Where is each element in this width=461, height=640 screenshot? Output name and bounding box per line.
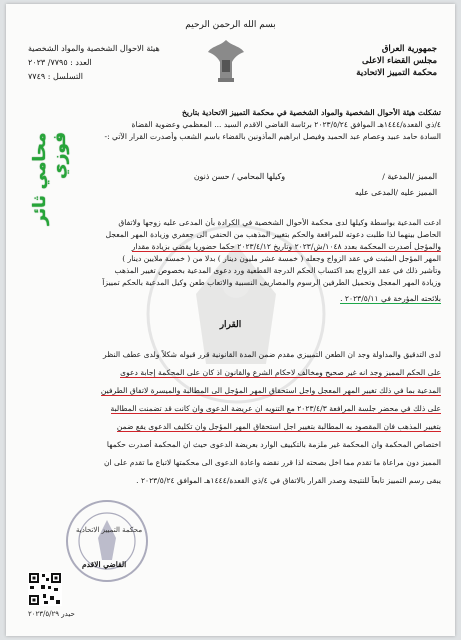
header-country: جمهورية العراق: [381, 44, 437, 54]
decision-line: يبقى رسم التمييز تابعاً للنتيجة وصدر القرار بالاتفاق في ٤/ذي القعدة/١٤٤٤هـ الموافق ٢٠٢٣/٥/٢٤ .: [136, 476, 441, 485]
header-number: العدد : ٧٧٩٥/ ٢٠٢٣: [28, 58, 92, 67]
stamp-label: محكمة التمييز الاتحادية: [76, 526, 143, 534]
opening-line-1: تشكلت هيئة الأحوال الشخصية والمواد الشخصية في محكمة التمييز الاتحادية بتاريخ: [181, 108, 441, 117]
iraq-eagle-emblem-icon: [206, 38, 246, 84]
case-line-text: بلائحته المؤرخة في ٢٠٢٣/٥/١١ .: [340, 294, 441, 303]
case-line: المهر المؤجل المثبت في عقد الزواج وجعله ( خمسة عشر مليون دينار ) بدلا من ( خمسة ملايين دينار ): [122, 254, 441, 263]
decision-line: [20, 368, 441, 378]
decision-line-text: المدعية بما في ذلك تغيير المهر المعجل واجل استحقاق المهر المؤجل الى المطالبة والميسرة لاتفاق الطرفين: [100, 386, 441, 395]
document-page: [6, 4, 455, 636]
case-line: [20, 242, 441, 252]
decision-line-text: على ذلك في محضر جلسة المرافعة ٢٠٢٣/٤/٣ مع التنويه ان عريضة الدعوى وان كانت قد تضمنت المطالبة: [110, 404, 441, 413]
case-line: وزيادة المهر المعجل وتحميل الطرفين الرسوم والمصاريف النسبية والاتعاب طعن وكيل المدعية بالحكم تمييزاً: [102, 278, 441, 287]
decision-line-text: بتغيير المذهب فان المقصود به المطالبة بتغيير اجل استحقاق المهر المؤجل وان تكليف الدعوى يقع ضمن: [116, 422, 441, 431]
header-department: هيئة الاحوال الشخصية والمواد الشخصية: [28, 44, 160, 53]
decision-line: [20, 422, 441, 432]
footer-initial: حيدر: [61, 610, 75, 618]
footer-stamp: [28, 610, 75, 618]
case-line: [20, 294, 441, 304]
qr-code-icon: [28, 572, 62, 606]
case-line-text: والمؤجل أصدرت المحكمة بعدد ١٠٤٨/ش/٢٠٢٣ وتاريخ ٢٠٢٣/٤/١٢ حكما حضوريا يقضي بزيادة مقدار: [131, 242, 441, 251]
case-line: وتأشير ذلك في عقد الزواج بعد اكتساب الحكم الدرجة القطعية ورد دعوى المدعية بخصوص تغيير المذهب: [114, 266, 441, 275]
header-court: محكمة التمييز الاتحادية: [356, 68, 437, 78]
decision-line-text: على الحكم المميز وجد انه غير صحيح ومخالف لاحكام الشرع والقانون اذ كان على المحكمة إجابة دعوى: [120, 368, 441, 377]
party-appellant: المميز /المدعية /: [382, 172, 437, 181]
case-line: الحاصل بينهما لذا طلبت دعوته للمرافعة والحكم بتغيير المذهب من الحنفي الى جعفري وزيادة المهر المعجل: [105, 230, 441, 239]
case-line: ادعت المدعية بواسطة وكيلها لدى محكمة الأحوال الشخصية في الكرادة بأن المدعى عليه زوجها ولاتفاق: [118, 218, 441, 227]
decision-line: اختصاص المحكمة وان المحكمة غير ملزمة بالتكييف الوارد بعريضة الدعوى حيث ان المحكمة أصدرت حكمها: [106, 440, 441, 449]
footer-date: ٢٠٢٣/٥/٢٩: [28, 610, 60, 618]
decision-heading: القرار: [219, 320, 242, 330]
opening-line-2: ٤/ذي القعدة/١٤٤٤هـ الموافق ٢٠٢٣/٥/٢٤ برئاسة القاضي الاقدم السيد ... المعظمي وعضوية القضاة: [131, 120, 441, 129]
court-stamp-icon: [64, 498, 150, 584]
decision-line: لدى التدقيق والمداولة وجد ان الطعن التمييزي مقدم ضمن المدة القانونية قرر قبوله شكلاً ولدى عطف النظر: [103, 350, 441, 359]
handwritten-signature: محامي ثائر فوزي: [30, 132, 70, 225]
basmala: بسم الله الرحمن الرحيم: [185, 20, 276, 30]
decision-line: المميز دون مراعاة ما تقدم مما اخل بصحته لذا قرر نقضه واعادة الدعوى الى محكمتها لاتباع ما تقدم على ان: [103, 458, 441, 467]
opening-line-3: السادة حامد عبيد وعصام عبد الحميد وفيصل ابراهيم المأذونين بالقضاء باسم الشعب وأصدرت القرار الآتي :-: [104, 132, 441, 141]
decision-line: [20, 386, 441, 396]
party-respondent: المميز عليه /المدعى عليه: [354, 188, 437, 197]
party-agent: وكيلها المحامي / حسن ذنون: [193, 172, 285, 181]
decision-line: [20, 404, 441, 414]
signature-title: القاضي الاقدم: [82, 560, 127, 569]
header-council: مجلس القضاء الاعلى: [362, 56, 437, 66]
header-sequence: التسلسل : ٧٧٤٩: [28, 72, 84, 81]
